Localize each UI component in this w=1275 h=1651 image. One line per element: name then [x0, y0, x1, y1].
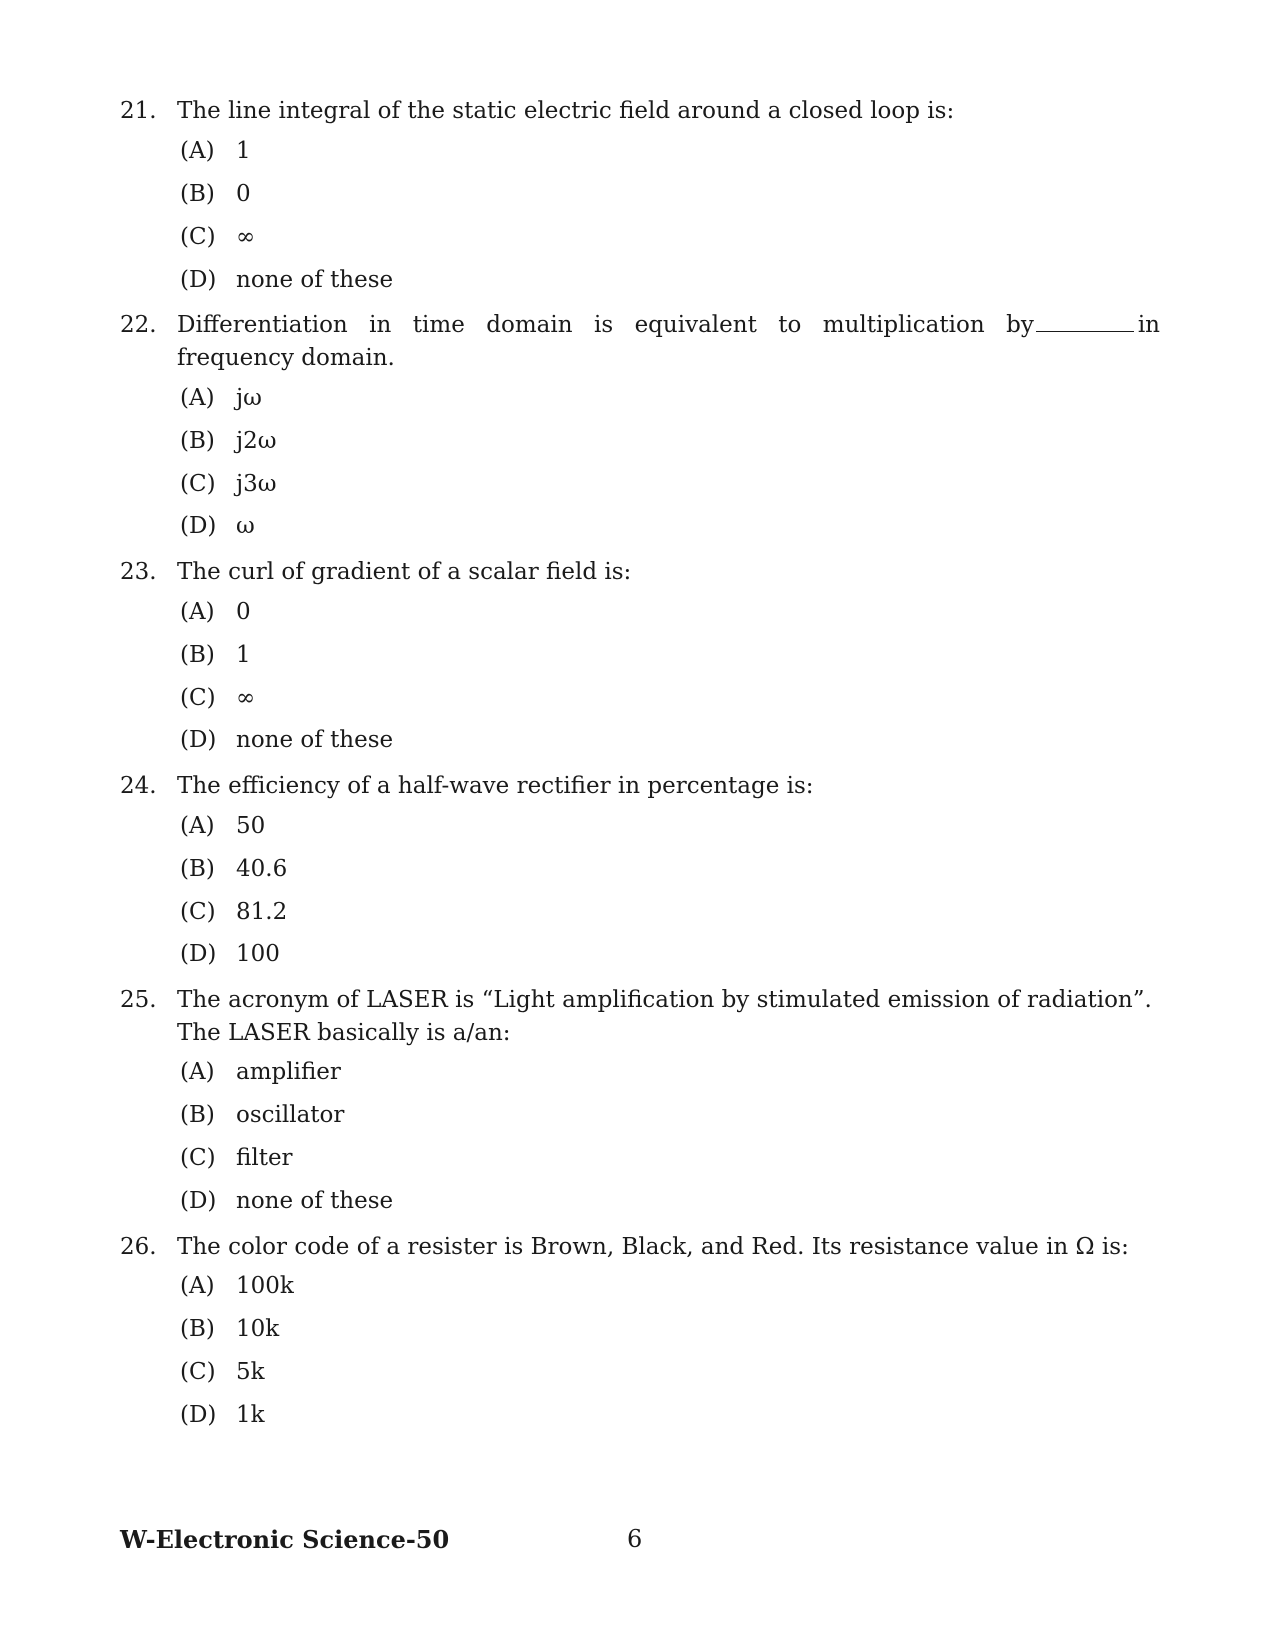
question-number: 21. — [120, 98, 157, 124]
option-26-c — [180, 1359, 265, 1385]
option-21-d — [180, 267, 393, 293]
question-21 — [120, 95, 1160, 128]
option-text: none of these — [236, 727, 394, 753]
option-22-a — [180, 385, 262, 411]
option-label: (D) — [180, 941, 217, 967]
option-label: (C) — [180, 685, 216, 711]
footer-subject-code: W-Electronic Science-50 — [120, 1525, 450, 1554]
option-text: jω — [236, 385, 262, 411]
question-number: 24. — [120, 773, 157, 799]
question-text-before-blank: Differentiation in time domain is equivalent to multiplication by — [177, 312, 1034, 338]
option-21-b — [180, 181, 251, 207]
question-number: 26. — [120, 1234, 157, 1260]
question-26 — [120, 1231, 1160, 1264]
question-number: 23. — [120, 559, 157, 585]
option-text: j2ω — [236, 428, 277, 454]
option-25-c — [180, 1145, 293, 1171]
option-24-b — [180, 856, 287, 882]
option-text: 10k — [236, 1316, 280, 1342]
option-25-d — [180, 1188, 393, 1214]
answer-blank — [1036, 330, 1134, 332]
option-text: 0 — [236, 599, 251, 625]
question-23 — [120, 556, 1160, 589]
question-22 — [120, 309, 1160, 375]
option-text: j3ω — [236, 471, 277, 497]
option-label: (A) — [180, 599, 215, 625]
option-text: 1k — [236, 1402, 265, 1428]
option-label: (B) — [180, 181, 215, 207]
option-label: (A) — [180, 1059, 215, 1085]
option-22-d — [180, 513, 255, 539]
question-text: The acronym of LASER is “Light amplification by stimulated emission of radiation”. The LASER basically is a/an: — [177, 987, 1152, 1046]
option-text: none of these — [236, 267, 394, 293]
option-text: 0 — [236, 181, 251, 207]
option-label: (B) — [180, 642, 215, 668]
option-22-b — [180, 428, 277, 454]
option-label: (C) — [180, 224, 216, 250]
option-text: 1 — [236, 138, 251, 164]
question-24 — [120, 770, 1160, 803]
option-25-b — [180, 1102, 344, 1128]
option-text: ∞ — [236, 685, 256, 711]
option-25-a — [180, 1059, 341, 1085]
question-number: 25. — [120, 987, 157, 1013]
option-text: 5k — [236, 1359, 265, 1385]
option-label: (D) — [180, 267, 217, 293]
question-text: The efficiency of a half-wave rectifier in percentage is: — [177, 773, 814, 799]
option-text: 81.2 — [236, 899, 288, 925]
option-label: (A) — [180, 1273, 215, 1299]
option-label: (A) — [180, 813, 215, 839]
option-21-a — [180, 138, 251, 164]
option-24-c — [180, 899, 287, 925]
question-text — [177, 309, 1160, 375]
option-label: (D) — [180, 727, 217, 753]
question-text: The curl of gradient of a scalar field is: — [177, 559, 632, 585]
option-text: ω — [236, 513, 255, 539]
option-text: oscillator — [236, 1102, 345, 1128]
option-text: ∞ — [236, 224, 256, 250]
question-text-after-blank: in frequency domain. — [177, 312, 1160, 371]
option-label: (D) — [180, 513, 217, 539]
question-text: The color code of a resister is Brown, Black, and Red. Its resistance value in Ω is: — [177, 1234, 1129, 1260]
option-26-b — [180, 1316, 279, 1342]
question-25 — [120, 984, 1160, 1050]
option-label: (C) — [180, 899, 216, 925]
option-label: (C) — [180, 471, 216, 497]
option-label: (C) — [180, 1359, 216, 1385]
option-24-d — [180, 941, 280, 967]
option-text: amplifier — [236, 1059, 341, 1085]
option-label: (A) — [180, 385, 215, 411]
option-text: 100k — [236, 1273, 294, 1299]
question-text: The line integral of the static electric field around a closed loop is: — [177, 98, 955, 124]
option-24-a — [180, 813, 265, 839]
option-label: (B) — [180, 428, 215, 454]
option-label: (C) — [180, 1145, 216, 1171]
option-label: (D) — [180, 1402, 217, 1428]
option-label: (A) — [180, 138, 215, 164]
option-23-b — [180, 642, 251, 668]
option-23-c — [180, 685, 255, 711]
option-text: 40.6 — [236, 856, 288, 882]
option-text: 50 — [236, 813, 266, 839]
option-23-d — [180, 727, 393, 753]
option-text: filter — [236, 1145, 293, 1171]
option-21-c — [180, 224, 255, 250]
option-23-a — [180, 599, 251, 625]
question-number: 22. — [120, 312, 157, 338]
option-label: (B) — [180, 1102, 215, 1128]
option-label: (B) — [180, 856, 215, 882]
option-label: (B) — [180, 1316, 215, 1342]
option-text: none of these — [236, 1188, 394, 1214]
option-26-d — [180, 1402, 265, 1428]
option-text: 100 — [236, 941, 280, 967]
option-label: (D) — [180, 1188, 217, 1214]
option-22-c — [180, 471, 277, 497]
option-26-a — [180, 1273, 294, 1299]
option-text: 1 — [236, 642, 251, 668]
footer-page-number: 6 — [627, 1525, 643, 1553]
